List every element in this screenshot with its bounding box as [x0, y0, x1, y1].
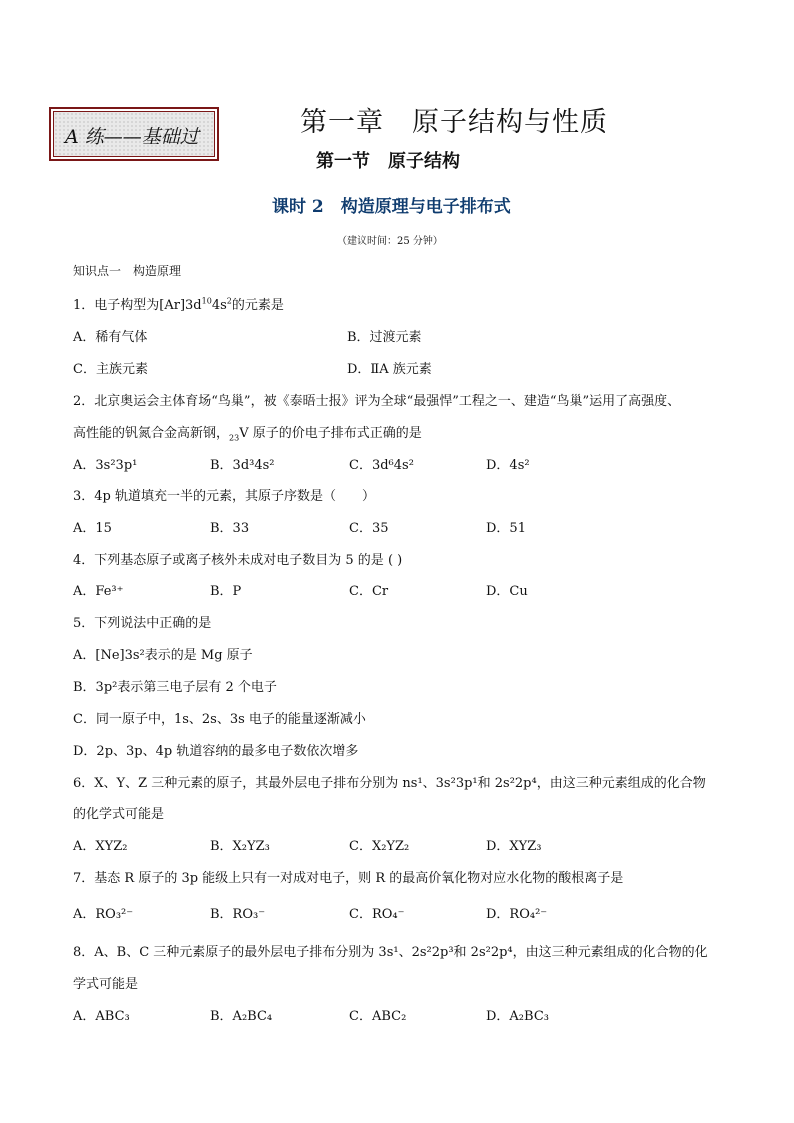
q3-option-c: C．35	[349, 521, 389, 536]
q6-option-b: B．X₂YZ₃	[210, 839, 270, 854]
question-7-stem: 7．基态 R 原子的 3p 能级上只有一对成对电子，则 R 的最高价氧化物对应水化物的酸根离子是	[73, 871, 624, 886]
q8-option-b: B．A₂BC₄	[210, 1009, 273, 1024]
lesson-title: 课时 2 构造原理与电子排布式	[272, 197, 511, 217]
q7-option-d: D．RO₄²⁻	[486, 907, 548, 922]
q2-option-a: A．3s²3p¹	[73, 458, 138, 473]
q2-option-d: D．4s²	[486, 458, 530, 473]
q2-option-b: B．3d³4s²	[210, 458, 275, 473]
q8-option-c: C．ABC₂	[349, 1009, 407, 1024]
q5-option-a: A．[Ne]3s²表示的是 Mg 原子	[73, 648, 253, 663]
q1-option-b: B．过渡元素	[347, 330, 422, 345]
q4-option-b: B．P	[210, 584, 242, 599]
q6-option-a: A．XYZ₂	[73, 839, 128, 854]
suggested-time: （建议时间：25 分钟）	[337, 236, 443, 247]
q8-option-a: A．ABC₃	[73, 1009, 130, 1024]
q1-option-a: A．稀有气体	[73, 330, 148, 345]
question-3-stem: 3．4p 轨道填充一半的元素，其原子序数是（ ）	[73, 489, 375, 504]
q2-option-c: C．3d⁶4s²	[349, 458, 414, 473]
question-5-stem: 5．下列说法中正确的是	[73, 616, 212, 631]
badge-label: A 练——基础过	[65, 126, 199, 148]
question-2-line-2: 高性能的钒氮合金高新钢，$_{23}$V 原子的价电子排布式正确的是	[73, 426, 422, 443]
question-6-line-2: 的化学式可能是	[73, 807, 165, 822]
question-1-stem: 1．电子构型为$[Ar]3d^{10}4s^2$的元素是	[73, 296, 284, 313]
q4-option-d: D．Cu	[486, 584, 528, 599]
question-4-stem: 4．下列基态原子或离子核外未成对电子数目为 5 的是 ( )	[73, 553, 403, 568]
q6-option-c: C．X₂YZ₂	[349, 839, 410, 854]
q6-option-d: D．XYZ₃	[486, 839, 542, 854]
q4-option-c: C．Cr	[349, 584, 389, 599]
q7-option-c: C．RO₄⁻	[349, 907, 405, 922]
q3-option-d: D．51	[486, 521, 526, 536]
q5-option-d: D．2p、3p、4p 轨道容纳的最多电子数依次增多	[73, 744, 359, 759]
question-8-line-2: 学式可能是	[73, 977, 139, 992]
chapter-title: 第一章 原子结构与性质	[300, 107, 608, 138]
question-2-line-1: 2．北京奥运会主体育场“鸟巢”，被《泰晤士报》评为全球“最强悍”工程之一、建造“鸟巢”运用了高强度、	[73, 394, 681, 409]
q1-option-c: C．主族元素	[73, 362, 148, 377]
question-8-line-1: 8．A、B、C 三种元素原子的最外层电子排布分别为 3s¹、2s²2p³和 2s²2p⁴，由这三种元素组成的化合物的化	[73, 945, 708, 960]
q8-option-d: D．A₂BC₃	[486, 1009, 549, 1024]
q7-option-a: A．RO₃²⁻	[73, 907, 134, 922]
knowledge-point-heading: 知识点一 构造原理	[73, 264, 182, 278]
q4-option-a: A．Fe³⁺	[73, 584, 124, 599]
question-6-line-1: 6．X、Y、Z 三种元素的原子，其最外层电子排布分别为 ns¹、3s²3p¹和 2s²2p⁴，由这三种元素组成的化合物	[73, 776, 706, 791]
q7-option-b: B．RO₃⁻	[210, 907, 266, 922]
q3-option-a: A．15	[73, 521, 112, 536]
q1-option-d: D．ⅡA 族元素	[347, 362, 432, 377]
q5-option-b: B．3p²表示第三电子层有 2 个电子	[73, 680, 277, 695]
practice-badge	[49, 107, 219, 161]
section-title: 第一节 原子结构	[316, 151, 460, 172]
q3-option-b: B．33	[210, 521, 250, 536]
q5-option-c: C．同一原子中，1s、2s、3s 电子的能量逐渐减小	[73, 712, 366, 727]
